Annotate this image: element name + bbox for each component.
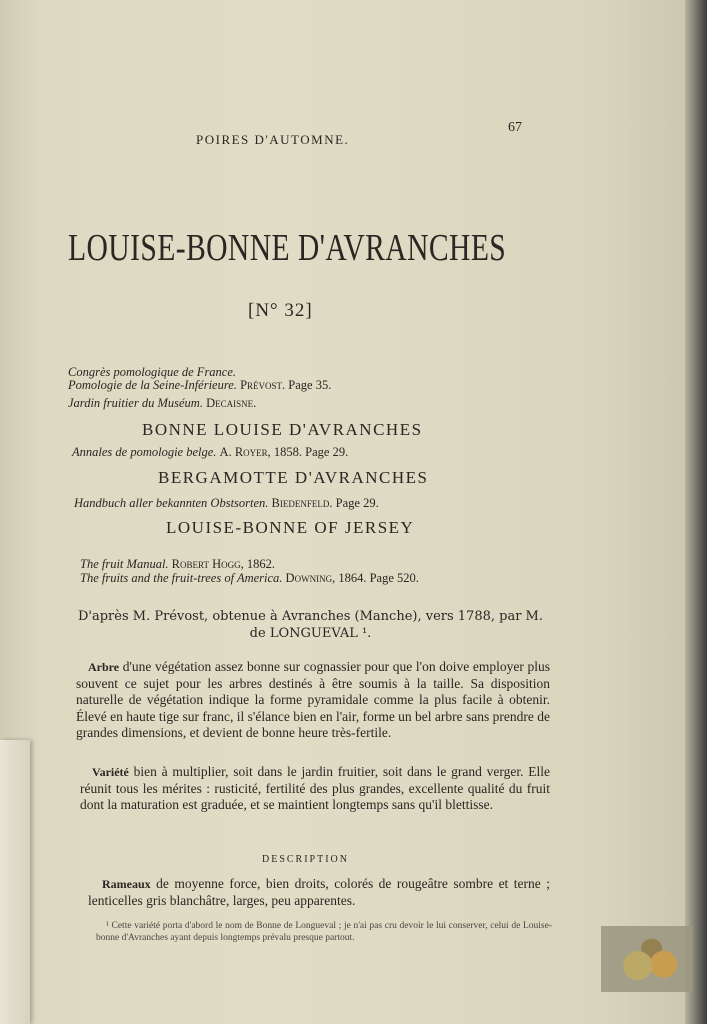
reference-line (68, 366, 236, 379)
paragraph-text: bien à multiplier, soit dans le jardin fruitier, soit dans le grand verger. Elle réunit tous les mérites : rusticité, fertilité des plus grandes, excellente qualité du fruit dont la maturation est graduée, et se maintient longtemps sans qu'il blettisse. (80, 764, 550, 812)
paragraph-text: de moyenne force, bien droits, colorés de rougeâtre sombre et terne ; lenticelles gris blanchâtre, larges, peu apparentes. (88, 876, 550, 908)
reference-detail: 1864. Page 520. (338, 571, 419, 585)
reference-work: The fruits and the fruit-trees of America. (80, 571, 283, 585)
page-number: 67 (508, 120, 522, 135)
synonym-heading: BONNE LOUISE D'AVRANCHES (142, 420, 423, 439)
synonym-heading: LOUISE-BONNE OF JERSEY (166, 518, 415, 537)
reference-author: Robert Hogg, (171, 557, 244, 571)
synonym-heading: BERGAMOTTE D'AVRANCHES (158, 468, 429, 487)
reference-author: A. Royer, (219, 445, 271, 459)
plate-number: [N° 32] (248, 300, 313, 321)
origin-statement: D'après M. Prévost, obtenue à Avranches (Manche), vers 1788, par M. de LONGUEVAL ¹. (77, 609, 543, 641)
reference-author: Biedenfeld. (271, 496, 333, 510)
reference-line (74, 497, 379, 510)
reference-detail: 1862. (246, 557, 275, 571)
reference-author: Decaisne. (206, 396, 257, 410)
reference-line (80, 558, 275, 571)
reference-author: Downing, (285, 571, 336, 585)
paragraph-lead-word: Arbre (88, 660, 120, 674)
reference-line (72, 446, 348, 459)
binding-shadow (685, 0, 707, 1024)
reference-work: Pomologie de la Seine-Inférieure. (68, 378, 237, 392)
reference-author: Prévost. (240, 378, 286, 392)
reference-work: Annales de pomologie belge. (72, 445, 217, 459)
reference-work: The fruit Manual. (80, 557, 169, 571)
reference-line (68, 397, 256, 410)
reference-work: Congrès pomologique de France. (68, 365, 237, 379)
running-head: POIRES D'AUTOMNE. (196, 132, 350, 147)
paragraph-rameaux (88, 876, 550, 909)
reference-work: Jardin fruitier du Muséum. (68, 396, 203, 410)
description-heading: DESCRIPTION (262, 854, 350, 865)
paragraph-lead-word: Variété (92, 765, 129, 779)
reference-line (80, 572, 419, 585)
reference-work: Handbuch aller bekannten Obstsorten. (74, 496, 269, 510)
paragraph-arbre (76, 659, 550, 742)
paragraph-text: d'une végétation assez bonne sur cognassier pour que l'on doive employer plus souvent ce sujet pour les arbres destinés à être soumis à la taille. Sa disposition naturelle de végétation indique la forme pyramidale comme la plus facile à obtenir. Élevé en haute tige sur franc, il s'élance bien en l'air, forme un bel arbre sans prendre de grandes dimensions, et devient de bonne heure très-fertile. (76, 659, 550, 740)
reference-detail: Page 35. (288, 378, 332, 392)
adjacent-page-edge (0, 740, 30, 1024)
paragraph-lead-word: Rameaux (102, 877, 151, 891)
reference-detail: Page 29. (335, 496, 379, 510)
footnote: ¹ Cette variété porta d'abord le nom de Bonne de Longueval ; je n'ai pas cru devoir le lui conserver, celui de Louise-bonne d'Avranches ayant depuis longtemps prévalu presque partout. (96, 921, 552, 943)
reference-line (68, 379, 331, 392)
reference-detail: 1858. Page 29. (273, 445, 349, 459)
fruit-thumbnail-image (601, 926, 693, 992)
paragraph-variete (80, 764, 550, 814)
main-title: LOUISE-BONNE D'AVRANCHES (68, 227, 507, 269)
